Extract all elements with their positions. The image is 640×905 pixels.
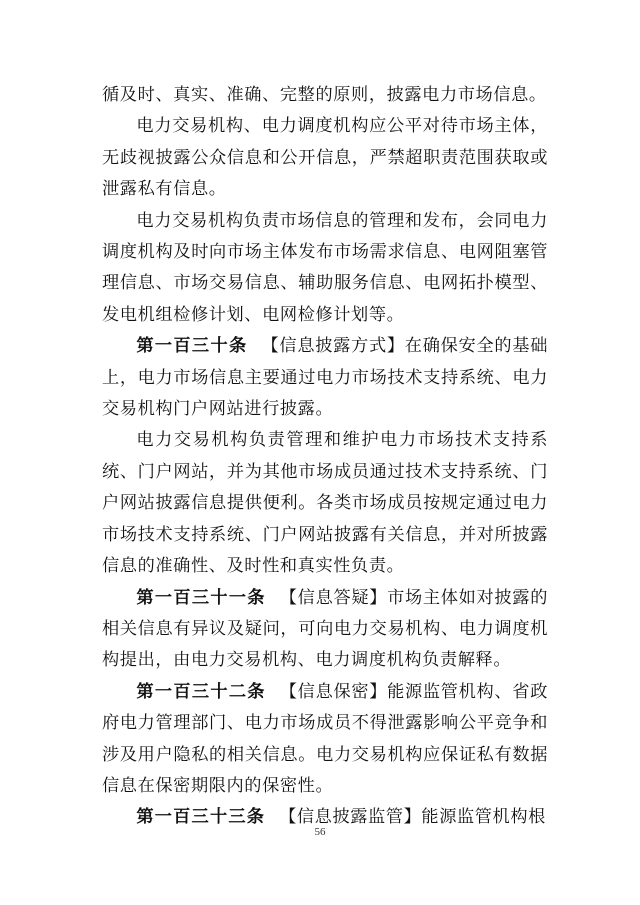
paragraph-3 — [102, 206, 548, 332]
article-number: 第一百三十三条 — [136, 807, 266, 828]
article-130 — [102, 331, 548, 425]
article-132 — [102, 677, 548, 803]
article-131 — [102, 583, 548, 677]
article-text: 【信息披露监管】能源监管机构根 — [279, 807, 546, 828]
paragraph-text: 电力交易机构负责市场信息的管理和发布，会同电力调度机构及时向市场主体发布市场需求信息、电网阻塞管理信息、市场交易信息、辅助服务信息、电网拓扑模型、发电机组检修计划、电网检修计划等。 — [102, 210, 548, 325]
body-text — [102, 80, 548, 834]
article-number: 第一百三十条 — [136, 336, 248, 357]
article-number: 第一百三十一条 — [136, 587, 266, 608]
paragraph-5 — [102, 425, 548, 582]
paragraph-1-continuation — [102, 80, 548, 111]
article-number: 第一百三十二条 — [136, 681, 266, 702]
paragraph-text: 电力交易机构、电力调度机构应公平对待市场主体，无歧视披露公众信息和公开信息，严禁超职责范围获取或泄露私有信息。 — [102, 116, 548, 200]
article-text: 【信息答疑】市场主体如对披露的相关信息有异议及疑问，可向电力交易机构、电力调度机构提出，由电力交易机构、电力调度机构负责解释。 — [102, 587, 548, 671]
paragraph-text: 电力交易机构负责管理和维护电力市场技术支持系统、门户网站，并为其他市场成员通过技术支持系统、门户网站披露信息提供便利。各类市场成员按规定通过电力市场技术支持系统、门户网站披露有关信息，并对所披露信息的准确性、及时性和真实性负责。 — [102, 430, 548, 577]
paragraph-text: 循及时、真实、准确、完整的原则，披露电力市场信息。 — [102, 85, 547, 105]
paragraph-2 — [102, 111, 548, 205]
article-text: 【信息保密】能源监管机构、省政府电力管理部门、电力市场成员不得泄露影响公平竞争和涉及用户隐私的相关信息。电力交易机构应保证私有数据信息在保密期限内的保密性。 — [102, 681, 548, 796]
article-text: 【信息披露方式】在确保安全的基础上，电力市场信息主要通过电力市场技术支持系统、电力交易机构门户网站进行披露。 — [102, 336, 548, 420]
page-number: 56 — [314, 826, 326, 838]
